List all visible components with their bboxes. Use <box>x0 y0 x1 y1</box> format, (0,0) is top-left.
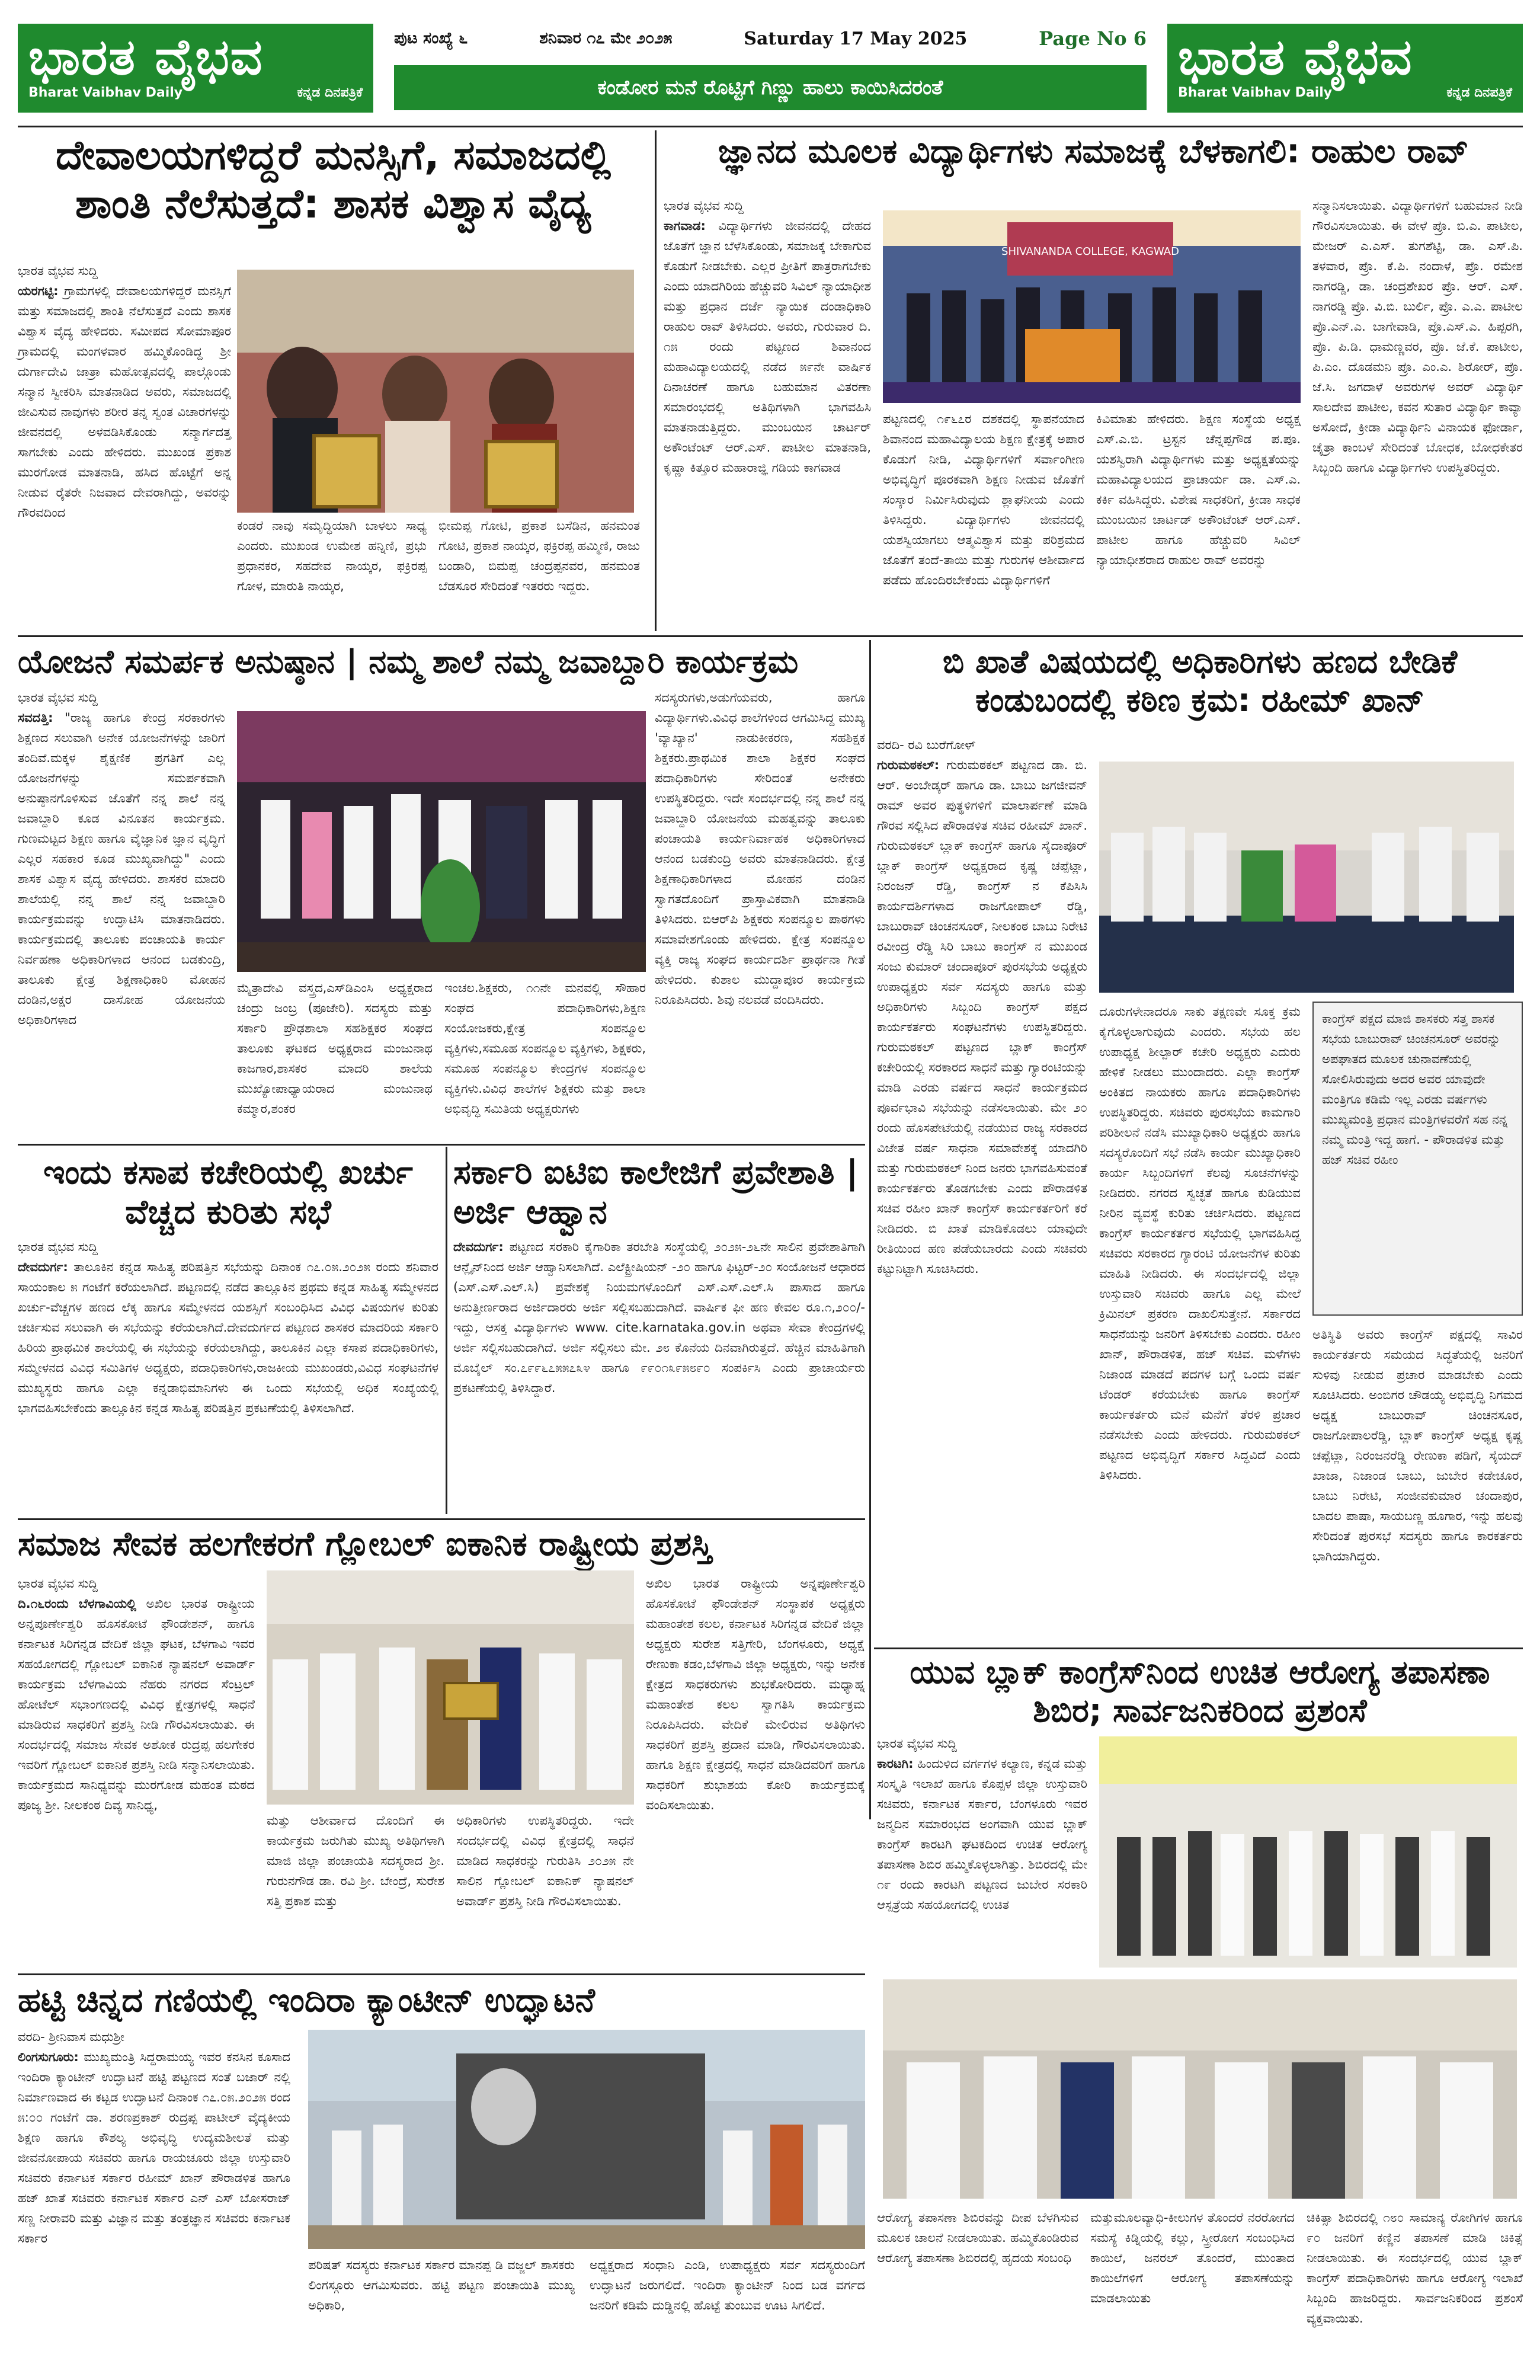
body-text: ಇಂಚಲ.ಶಿಕ್ಷಕರು, ೧೧ನೇ ಮನವಲ್ಲಿ ಸೌಹಾರ ಸಂಘದ ಪದಾಧಿಕಾರಿಗಳು,ಶಿಕ್ಷಣ ಸಂಯೋಜಕರು,ಕ್ಷೇತ್ರ ಸಂಪನ್ಮೂಲ ವ್ಯಕ್ತಿಗಳು,ಸಮೂಹ ಸಂಪನ್ಮೂಲ ವ್ಯಕ್ತಿಗಳು, ಶಿಕ್ಷಕರು, ಸಮೂಹ ಸಂಪನ್ಮೂಲ ಕೇಂದ್ರಗಳ ಸಂಪನ್ಮೂಲ ವ್ಯಕ್ತಿಗಳು.ವಿವಿಧ ಶಾಲೆಗಳ ಶಿಕ್ಷಕರು ಮತ್ತು ಶಾಲಾ ಅಭಿವೃದ್ಧಿ ಸಮಿತಿಯ ಅಧ್ಯಕ್ಷರುಗಳು <box>444 981 646 1116</box>
article-school-col3 <box>655 687 865 1010</box>
body-text: ಅತಿಸ್ಥಿತಿ ಅವರು ಕಾಂಗ್ರೆಸ್ ಪಕ್ಷದಲ್ಲಿ ಸಾವಿರ ಕಾರ್ಯಕರ್ತರು ಸಮಯದ ಸಿದ್ಧತೆಯಲ್ಲಿ ಜನರಿಗೆ ಸುಳಿವು ನೀಡುವ ಪ್ರಚಾರ ಮಾಡಬೇಕು ಎಂದು ಸೂಚಿಸಿದರು. ಅಂಬಿಗರ ಚೌಡಯ್ಯ ಅಭಿವೃದ್ಧಿ ನಿಗಮದ ಅಧ್ಯಕ್ಷ ಬಾಬುರಾವ್ ಚಿಂಚನಸೂರ, ರಾಜಗೋಪಾಲರೆಡ್ಡಿ, ಬ್ಲಾಕ್ ಕಾಂಗ್ರೆಸ್ ಅಧ್ಯಕ್ಷ ಕೃಷ್ಣ ಚಪ್ಪೆಟ್ಲಾ, ನಿರಂಜನರೆಡ್ಡಿ ರೇಣುಕಾ ಪಡಿಗೆ, ಸೈಯದ್ ಖಾಜಾ, ನಿಜಾಂಡ ಬಾಬು, ಜುಬೇರ ಕಡೇಚೂರ, ಬಾಬು ನಿರೇಟಿ, ಸಂಜೀವಕುಮಾರ ಚಂದಾಪುರ, ಬಾದಲ ಪಾಷಾ, ಸಾಯಬಣ್ಣ ಹೂಗಾರ, ಇನ್ನು ಹಲವು ಸೇರಿದಂತೆ ಪುರಸಭೆ ಸದಸ್ಯರು ಹಾಗೂ ಕಾರಕರ್ತರು ಭಾಗಿಯಾಗಿದ್ದರು. <box>1312 1327 1523 1563</box>
byline: ವರದಿ- ಶ್ರೀನಿವಾಸ ಮಧುಶ್ರೀ <box>18 2030 124 2044</box>
headline: ದೇವಾಲಯಗಳಿದ್ದರೆ ಮನಸ್ಸಿಗೆ, ಸಮಾಜದಲ್ಲಿ ಶಾಂತಿ ನೆಲೆಸುತ್ತದೆ: ಶಾಸಕ ವಿಶ್ವಾಸ ವೈದ್ಯ <box>55 132 611 228</box>
body-text: ಪರಿಷತ್ ಸದಸ್ಯರು ಕರ್ನಾಟಕ ಸರ್ಕಾರ ಮಾನಪ್ಪ ಡಿ ವಜ್ಜಲ್ ಶಾಸಕರು ಲಿಂಗಸ್ಗೂರು ಆಗಮಿಸುವರು. ಹಟ್ಟಿ ಪಟ್ಟಣ ಪಂಚಾಯಿತಿ ಮುಖ್ಯ ಅಧಿಕಾರಿ, <box>308 2258 575 2312</box>
body-text: ವಿದ್ಯಾರ್ಥಿಗಳು ಜೀವನದಲ್ಲಿ ದೇಹದ ಜೊತೆಗೆ ಜ್ಞಾನ ಬೆಳೆಸಿಕೊಂಡು, ಸಮಾಜಕ್ಕೆ ಬೇಕಾಗುವ ಕೊಡುಗೆ ನೀಡಬೇಕು. ಎಲ್ಲರ ಪ್ರೀತಿಗೆ ಪಾತ್ರರಾಗಬೇಕು ಎಂದು ಯಾದಗಿರಿಯ ಹೆಚ್ಚುವರಿ ಸಿವಿಲ್ ನ್ಯಾಯಾಧೀಶ ಮತ್ತು ಪ್ರಧಾನ ದರ್ಜೆ ನ್ಯಾಯಿಕ ದಂಡಾಧಿಕಾರಿ ರಾಹುಲ ರಾವ್ ತಿಳಿಸಿದರು. ಅವರು, ಗುರುವಾರ ದಿ. ೧೫ ರಂದು ಪಟ್ಟಣದ ಶಿವಾನಂದ ಮಹಾವಿದ್ಯಾಲಯದಲ್ಲಿ ನಡೆದ ೫೯ನೇ ವಾರ್ಷಿಕ ದಿನಾಚರಣೆ ಹಾಗೂ ಬಹುಮಾನ ವಿತರಣಾ ಸಮಾರಂಭದಲ್ಲಿ ಅತಿಥಿಗಳಾಗಿ ಭಾಗವಹಿಸಿ ಮಾತನಾಡುತ್ತಿದ್ದರು. ಮುಂಬಯಿನ ಚಾರ್ಟರ್ ಅಕೌಂಟೆಂಟ್ ಆರ್.ಎಸ್. ಪಾಟೀಲ ಮಾತನಾಡಿ, ಕೃಷ್ಣಾ ಕಿತ್ತೂರ ಮಹಾರಾಜ್ಞಿ ಗಡಿಯ ಕಾಗವಾಡ <box>664 219 871 475</box>
article-award-col3 <box>646 1573 865 1815</box>
divider <box>18 126 1523 127</box>
dateline: ಯರಗಟ್ಟಿ: <box>18 284 59 298</box>
byline: ಭಾರತ ವೈಭವ ಸುದ್ದಿ <box>18 1240 98 1255</box>
body-text: ಕಂಡರೆ ನಾವು ಸಮೃದ್ಧಿಯಾಗಿ ಬಾಳಲು ಸಾಧ್ಯ ಎಂದರು. ಮುಖಂಡ ಉಮೇಶ ಹನ್ನಿಣಿ, ಪ್ರಭು ಪ್ರಧಾನಕರ, ಸಹದೇವ ನಾಯ್ಕರ, ಫಕ್ರಿರಪ್ಪ ಗೋಳ, ಮಾರುತಿ ನಾಯ್ಕರ, <box>237 519 427 593</box>
logo-name: ಭಾರತ ವೈಭವ <box>1178 28 1413 86</box>
divider <box>18 635 1523 637</box>
body-text: ಕಿವಿಮಾತು ಹೇಳಿದರು. ಶಿಕ್ಷಣ ಸಂಸ್ಥೆಯ ಅಧ್ಯಕ್ಷ ಎಸ್.ಎ.ಬಿ. ಟ್ರಸ್ಟನ ಚೆನ್ನಪ್ಪಗೌಡ ಪ.ಪೂ. ಯಶಸ್ವಿರಾಗಿ ವಿದ್ಯಾರ್ಥಿಗಳು ಮತ್ತು ಅಧ್ಯಕ್ಷತೆಯನ್ನು ಮಹಾವಿದ್ಯಾಲಯದ ಪ್ರಾಚಾರ್ಯ ಡಾ. ಎಸ್.ಎ. ಕರ್ಕಿ ವಹಿಸಿದ್ದರು. ವಿಶೇಷ ಸಾಧಕರಿಗೆ, ಕ್ರೀಡಾ ಸಾಧಕ ಮುಂಬಯಿನ ಚಾರ್ಟಡ್ ಅಕೌಂಟೆಂಟ್ ಆರ್.ಎಸ್. ಪಾಟೀಲ ಹಾಗೂ ಹೆಚ್ಚುವರಿ ಸಿವಿಲ್ ನ್ಯಾಯಾಧೀಶರಾದ ರಾಹುಲ ರಾವ್ ಅವರನ್ನು <box>1096 412 1301 567</box>
body-text: ಪಟ್ಟಣದ ಸರಕಾರಿ ಕೈಗಾರಿಕಾ ತರಬೇತಿ ಸಂಸ್ಥೆಯಲ್ಲಿ ೨೦೨೫-೨೬ನೇ ಸಾಲಿನ ಪ್ರವೇಶಾತಿಗಾಗಿ ಆನ್ಲೈನ್‌ನಿಂದ ಅರ್ಜಿ ಆಹ್ವಾನಿಸಲಾಗಿದೆ. ಎಲೆಕ್ಟ್ರೀಷಿಯನ್ -೨೦ ಹಾಗೂ ಫಿಟ್ಟರ್-೨೦ ಸಂಯೋಜನೆ ಆಧಾರದ (ಎಸ್.ಎಸ್.ಎಲ್.ಸಿ) ಪ್ರವೇಶಕ್ಕೆ ನಿಯಮಗಳೊಂದಿಗೆ ಎಸ್.ಎಸ್.ಎಲ್.ಸಿ ಪಾಸಾದ ಹಾಗೂ ಅನುತ್ತೀರ್ಣರಾದ ಅರ್ಜಿದಾರರು ಅರ್ಜಿ ಸಲ್ಲಿಸಬಹುದಾಗಿದೆ. ವಾರ್ಷಿಕ ಫೀ ಹಣ ಕೇವಲ ರೂ.೧,೨೦೦/- ಇದ್ದು, ಆಸಕ್ತ ವಿದ್ಯಾರ್ಥಿಗಳು www. cite.karnataka.gov.in ಅಥವಾ ಸೇವಾ ಕೇಂದ್ರಗಳಲ್ಲಿ ಅರ್ಜಿ ಸಲ್ಲಿಸಬಹುದಾಗಿದೆ. ಅರ್ಜಿ ಸಲ್ಲಿಸಲು ಮೇ. ೨೮ ಕೊನೆಯ ದಿನವಾಗಿರುತ್ತದೆ. ಹೆಚ್ಚಿನ ಮಾಹಿತಿಗಾಗಿ ಮೊಬೈಲ್ ಸಂ.೭೯೯೬೭೫೫೭೩೪ ಹಾಗೂ ೯೯೦೧೩೯೫೮೯೦ ಸಂಪರ್ಕಿಸಿ ಎಂದು ಪ್ರಾಚಾರ್ಯರು ಪ್ರಕಟಣೆಯಲ್ಲಿ ತಿಳಿಸಿದ್ದಾರೆ. <box>453 1240 865 1396</box>
logo-name: ಭಾರತ ವೈಭವ <box>28 28 264 86</box>
page-number: Page No 6 <box>1039 27 1147 50</box>
headline: ಇಂದು ಕಸಾಪ ಕಚೇರಿಯಲ್ಲಿ ಖರ್ಚು ವೆಚ್ಚದ ಕುರಿತು ಸಭೆ <box>43 1153 413 1232</box>
article-youth-bottom1 <box>877 2208 1078 2268</box>
quote-text: ಕಾಂಗ್ರೆಸ್ ಪಕ್ಷದ ಮಾಜಿ ಶಾಸಕರು ಸತ್ತ ಶಾಸಕ ಸಭೆಯ ಬಾಬುರಾವ್ ಚಿಂಚನಸೂರ್ ಅವರನ್ನು ಅಪಘಾತದ ಮೂಲಕ ಚುನಾವಣೆಯಲ್ಲಿ ಸೋಲಿಸಿರುವುದು ಅದರ ಅವರ ಯಾವುದೇ ಮಂತ್ರಿಗೂ ಕಡಿಮೆ ಇಲ್ಲ ಎರಡು ವರ್ಷಗಳು ಮುಖ್ಯಮಂತ್ರಿ ಪ್ರಧಾನ ಮಂತ್ರಿಗಳವರೆಗೆ ಸಹ ನನ್ನ ನಮ್ಮ ಮಂತ್ರಿ ಇದ್ದ ಹಾಗೆ. - ಪೌರಾಡಳಿತ ಮತ್ತು ಹಜ್ ಸಚಿವ ರಹೀಂ <box>1322 1012 1508 1167</box>
body-text: ಮುಖ್ಯಮಂತ್ರಿ ಸಿದ್ದರಾಮಯ್ಯ ಇವರ ಕನಸಿನ ಕೂಸಾದ ಇಂದಿರಾ ಕ್ಯಾಂಟೀನ್ ಉದ್ಘಾಟನೆ ಹಟ್ಟಿ ಪಟ್ಟಣದ ಸಂತೆ ಬಜಾರ್ ನಲ್ಲಿ ನಿರ್ಮಾಣವಾದ ಈ ಕಟ್ಟಡ ಉದ್ಘಾಟನೆ ದಿನಾಂಕ ೧೭.೦೫.೨೦೨೫ ರಂದ ೫:೦೦ ಗಂಟೆಗೆ ಡಾ. ಶರಣಪ್ರಕಾಶ್ ರುದ್ರಪ್ಪ ಪಾಟೀಲ್ ವೈದ್ಯಕೀಯ ಶಿಕ್ಷಣ ಹಾಗೂ ಕೌಶಲ್ಯ ಅಭಿವೃದ್ಧಿ ಉದ್ಯಮಶೀಲತೆ ಮತ್ತು ಜೀವನೋಪಾಯ ಸಚಿವರು ಹಾಗೂ ರಾಯಚೂರು ಜಿಲ್ಲಾ ಉಸ್ತುವಾರಿ ಸಚಿವರು ಕರ್ನಾಟಕ ಸರ್ಕಾರ ರಹೀಮ್ ಖಾನ್ ಪೌರಾಡಳಿತ ಹಾಗೂ ಹಜ್ ಖಾತೆ ಸಚಿವರು ಕರ್ನಾಟಕ ಸರ್ಕಾರ ಎನ್ ಎಸ್ ಬೋಸರಾಜ್ ಸಣ್ಣ ನೀರಾವರಿ ಮತ್ತು ವಿಜ್ಞಾನ ಮತ್ತು ತಂತ್ರಜ್ಞಾನ ಸಚಿವರು ಕರ್ನಾಟಕ ಸರ್ಕಾರ <box>18 2050 290 2245</box>
news-photo-knowledge <box>883 210 1301 403</box>
headline: ಸರ್ಕಾರಿ ಐಟಿಐ ಕಾಲೇಜಿಗೆ ಪ್ರವೇಶಾತಿ | ಅರ್ಜಿ ಆಹ್ವಾನ <box>453 1153 859 1232</box>
article-award-col2b <box>456 1810 634 1911</box>
masthead-logo-right <box>1167 24 1523 113</box>
news-photo-school <box>237 711 646 972</box>
logo-sub-en: Bharat Vaibhav Daily <box>1178 85 1333 100</box>
article-school <box>18 643 865 682</box>
byline: ಭಾರತ ವೈಭವ ಸುದ್ದಿ <box>18 1576 98 1591</box>
byline: ವರದಿ- ರವಿ ಬುರೆಗೋಳ್ <box>877 738 976 752</box>
date-kn: ಶನಿವಾರ ೧೭ ಮೇ ೨೦೨೫ <box>539 29 673 47</box>
dateline: ಕಾರಟಗಿ: <box>877 1757 914 1771</box>
article-school-col1 <box>18 687 225 1030</box>
article-temple-col3 <box>438 516 640 596</box>
issue-meta <box>394 24 1147 53</box>
masthead-logo-left <box>18 24 373 113</box>
divider <box>869 640 871 1819</box>
body-text: "ರಾಜ್ಯ ಹಾಗೂ ಕೇಂದ್ರ ಸರಕಾರಗಳು ಶಿಕ್ಷಣದ ಸಲುವಾಗಿ ಅನೇಕ ಯೋಜನೆಗಳನ್ನು ಜಾರಿಗೆ ತಂದಿವೆ.ಮಕ್ಕಳ ಶೈಕ್ಷಣಿಕ ಪ್ರಗತಿಗೆ ಎಲ್ಲ ಯೋಜನೆಗಳನ್ನು ಸಮರ್ಪಕವಾಗಿ ಅನುಷ್ಠಾನಗೊಳಿಸುವ ಜೊತೆಗೆ ನನ್ನ ಶಾಲೆ ನನ್ನ ಜವಾಬ್ದಾರಿ ಕೂಡ ವಿನೂತನ ಕಾರ್ಯಕ್ರಮ. ಗುಣಮಟ್ಟದ ಶಿಕ್ಷಣ ಹಾಗೂ ವೈಜ್ಞಾನಿಕ ಜ್ಞಾನ ವೃದ್ಧಿಗೆ ಎಲ್ಲರ ಸಹಕಾರ ಕೂಡ ಮುಖ್ಯವಾಗಿದ್ದು" ಎಂದು ಶಾಸಕ ವಿಶ್ವಾಸ ವೈದ್ಯ ಹೇಳಿದರು. ಶಾಸಕರ ಮಾದರಿ ಶಾಲೆಯಲ್ಲಿ ನನ್ನ ಶಾಲೆ ನನ್ನ ಜವಾಬ್ದಾರಿ ಕಾರ್ಯಕ್ರಮವನ್ನು ಉದ್ಘಾಟಿಸಿ ಮಾತನಾಡಿದರು. ಕಾರ್ಯಕ್ರಮದಲ್ಲಿ ತಾಲೂಕು ಪಂಚಾಯತಿ ಕಾರ್ಯ ನಿರ್ವಹಣಾ ಅಧಿಕಾರಿಗಳಾದ ಆನಂದ ಬಡಕುಂದ್ರಿ, ತಾಲೂಕು ಕ್ಷೇತ್ರ ಶಿಕ್ಷಣಾಧಿಕಾರಿ ಮೋಹನ ದಂಡಿನ,ಅಕ್ಷರ ದಾಸೋಹ ಯೋಜನೆಯ ಅಧಿಕಾರಿಗಳಾದ <box>18 711 225 1027</box>
article-kasapa <box>18 1153 438 1418</box>
news-photo-youth-ceremony <box>883 1979 1517 2199</box>
body-text: ತಾಲೂಕಿನ ಕನ್ನಡ ಸಾಹಿತ್ಯ ಪರಿಷತ್ತಿನ ಸಭೆಯನ್ನು ದಿನಾಂಕ ೧೭.೦೫.೨೦೨೫ ರಂದು ಶನಿವಾರ ಸಾಯಂಕಾಲ ೫ ಗಂಟೆಗೆ ಕರೆಯಲಾಗಿದೆ. ಪಟ್ಟಣದಲ್ಲಿ ನಡೆದ ತಾಲ್ಲೂಕಿನ ಪ್ರಥಮ ಕನ್ನಡ ಸಾಹಿತ್ಯ ಸಮ್ಮೇಳನದ ಖರ್ಚು-ವೆಚ್ಚಗಳ ಹಣದ ಲೆಕ್ಕ ಹಾಗೂ ಸಮ್ಮೇಳನದ ಯಶಸ್ಸಿಗೆ ಸಂಬಂಧಿಸಿದ ವಿವಿಧ ವಿಷಯಗಳ ಕುರಿತು ಚರ್ಚಿಸುವ ಸಲುವಾಗಿ ಈ ಸಭೆಯನ್ನು ಕರೆಯಲಾಗಿದೆ.ದೇವದುರ್ಗದ ಪಟ್ಟಣದ ಶಾಸಕರ ಮಾದರಿಯ ಸರ್ಕಾರಿ ಹಿರಿಯ ಪ್ರಾಥಮಿಕ ಶಾಲೆಯಲ್ಲಿ ಈ ಸಭೆಯನ್ನು ಕರೆಯಲಾಗಿದ್ದು, ತಾಲೂಕಿನ ಎಲ್ಲಾ ಕಸಾಪ ಪದಾಧಿಕಾರಿಗಳು, ಸಮ್ಮೇಳನದ ವಿವಿಧ ಸಮಿತಿಗಳ ಅಧ್ಯಕ್ಷರು, ಪದಾಧಿಕಾರಿಗಳು,ರಾಜಕೀಯ ಮುಖಂಡರು,ವಿವಿಧ ಸಂಘಟನೆಗಳ ಮುಖ್ಯಸ್ಥರು ಹಾಗೂ ಎಲ್ಲಾ ಕನ್ನಡಾಭಿಮಾನಿಗಳು ಈ ಒಂದು ಸಭೆಯಲ್ಲಿ ಅಧಿಕ ಸಂಖ್ಯೆಯಲ್ಲಿ ಭಾಗವಹಿಸಬೇಕೆಂದು ತಾಲ್ಲೂಕಿನ ಕನ್ನಡ ಸಾಹಿತ್ಯ ಪರಿಷತ್ತಿನ ಪ್ರಕಟಣೆಯಲ್ಲಿ ತಿಳಿಸಲಾಗಿದೆ. <box>18 1260 439 1416</box>
byline: ಭಾರತ ವೈಭವ ಸುದ್ದಿ <box>18 264 98 278</box>
byline: ಭಾರತ ವೈಭವ ಸುದ್ದಿ <box>18 690 98 705</box>
body-text: ಅಧ್ಯಕ್ಷರಾದ ಸಂಧಾನಿ ಎಂಡಿ, ಉಪಾಧ್ಯಕ್ಷರು ಸರ್ವ ಸದಸ್ಯರುಂದಿಗೆ ಉದ್ಘಾಟನೆ ಜರುಗಲಿದೆ. ಇಂದಿರಾ ಕ್ಯಾಂಟೀನ್ ನಿಂದ ಬಡ ವರ್ಗದ ಜನರಿಗೆ ಕಡಿಮೆ ದುಡ್ಡಿನಲ್ಲಿ ಹೊಟ್ಟೆ ತುಂಬುವ ಊಟ ಸಿಗಲಿದೆ. <box>590 2258 865 2312</box>
tagline-banner: ಕಂಡೋರ ಮನೆ ರೊಟ್ಟಿಗೆ ಗಿಣ್ಣು ಹಾಲು ಕಾಯಿಸಿದರಂತೆ <box>394 65 1147 110</box>
article-knowledge <box>664 132 1523 171</box>
logo-sub-kn: ಕನ್ನಡ ದಿನಪತ್ರಿಕೆ <box>1446 85 1512 100</box>
body-text: ಭೀಮಪ್ಪ ಗೋಟಿ, ಪ್ರಕಾಶ ಬಸೆಡಿನ, ಹನಮಂತ ಗೋಟಿ, ಪ್ರಕಾಶ ನಾಯ್ಕರ, ಫಕ್ರಿರಪ್ಪ ಹಮ್ಮಿಣಿ, ರಾಜು ಬಂಡಾರಿ, ಬಿಮಪ್ಪ ಚಂದ್ರಪ್ಪನವರ, ಹನಮಂತ ಬೆಡಸೂರ ಸೇರಿದಂತೆ ಇತರರು ಇದ್ದರು. <box>438 519 640 593</box>
article-youth-bottom2 <box>1090 2208 1295 2308</box>
body-text: ಅಧಿಕಾರಿಗಳು ಉಪಸ್ಥಿತರಿದ್ದರು. ಇದೇ ಸಂದರ್ಭದಲ್ಲಿ ವಿವಿಧ ಕ್ಷೇತ್ರದಲ್ಲಿ ಸಾಧನೆ ಮಾಡಿದ ಸಾಧಕರನ್ನು ಗುರುತಿಸಿ ೨೦೨೫ ನೇ ಸಾಲಿನ ಗ್ಲೋಬಲ್ ಐಕಾನಿಕ್ ನ್ಯಾಷನಲ್ ಅವಾರ್ಡ್ ಪ್ರಶಸ್ತಿ ನೀಡಿ ಗೌರವಿಸಲಾಯಿತು. <box>456 1813 634 1908</box>
divider <box>446 1147 447 1514</box>
article-canteen-col1 <box>18 2027 290 2248</box>
article-knowledge-col1 <box>664 196 871 478</box>
news-photo-temple <box>237 270 634 513</box>
news-photo-youth-group <box>1099 1736 1517 1968</box>
article-canteen-col2 <box>308 2255 575 2315</box>
body-text: ಆರೋಗ್ಯ ತಪಾಸಣಾ ಶಿಬಿರವನ್ನು ದೀಪ ಬೆಳಗಿಸುವ ಮೂಲಕ ಚಾಲನೆ ನೀಡಲಾಯಿತು. ಹಮ್ಮಿಕೊಂಡಿರುವ ಆರೋಗ್ಯ ತಪಾಸಣಾ ಶಿಬಿರದಲ್ಲಿ ಹೃದಯ ಸಂಬಂಧಿ <box>877 2211 1078 2265</box>
article-award-col2a <box>267 1810 444 1911</box>
article-bkhata <box>877 643 1523 720</box>
divider <box>18 1973 865 1975</box>
headline: ಬಿ ಖಾತೆ ವಿಷಯದಲ್ಲಿ ಅಧಿಕಾರಿಗಳು ಹಣದ ಬೇಡಿಕೆ ಕಂಡುಬಂದಲ್ಲಿ ಕಠಿಣ ಕ್ರಮ: ರಹೀಮ್ ಖಾನ್ <box>942 643 1458 719</box>
headline: ಯೋಜನೆ ಸಮರ್ಪಕ ಅನುಷ್ಠಾನ | ನಮ್ಮ ಶಾಲೆ ನಮ್ಮ ಜವಾಬ್ದಾರಿ ಕಾರ್ಯಕ್ರಮ <box>18 643 799 680</box>
article-iti <box>453 1153 865 1398</box>
news-photo-bkhata <box>1099 762 1514 993</box>
body-text: ಮತ್ತುಮೂಲವ್ಯಾಧಿ-ಕೀಲುಗಳ ತೊಂದರೆ ನರರೋಗದ ಸಮಸ್ಯೆ ಕಿಡ್ನಿಯಲ್ಲಿ ಕಲ್ಲು, ಸ್ತ್ರೀರೋಗ ಸಂಬಂಧಿಸಿದ ಕಾಯಿಲೆ, ಜನರಲ್ ತೊಂದರೆ, ಮುಂತಾದ ಕಾಯಿಲೆಗಳಿಗೆ ಆರೋಗ್ಯ ತಪಾಸಣೆಯನ್ನು ಮಾಡಲಾಯಿತು <box>1090 2211 1295 2305</box>
dateline: ದೇವದುರ್ಗ: <box>18 1260 68 1275</box>
dateline: ದೇವದುರ್ಗ: <box>453 1240 504 1255</box>
dateline: ಲಿಂಗಸುಗೂರು: <box>18 2050 79 2064</box>
byline: ಭಾರತ ವೈಭವ ಸುದ್ದಿ <box>877 1736 957 1751</box>
dateline: ಸವದತ್ತಿ: <box>18 711 53 725</box>
body-text: ಚಿಕಿತ್ಸಾ ಶಿಬಿರದಲ್ಲಿ ೧೮೦ ಸಾಮಾನ್ಯ ರೋಗಿಗಳ ಹಾಗೂ ೯೦ ಜನರಿಗೆ ಕಣ್ಣಿನ ತಪಾಸಣೆ ಮಾಡಿ ಚಿಕಿತ್ಸೆ ನೀಡಲಾಯಿತು. ಈ ಸಂದರ್ಭದಲ್ಲಿ ಯುವ ಬ್ಲಾಕ್ ಕಾಂಗ್ರೆಸ್ ಪದಾಧಿಕಾರಿಗಳು ಹಾಗೂ ಆರೋಗ್ಯ ಇಲಾಖೆ ಸಿಬ್ಬಂದಿ ಹಾಜರಿದ್ದರು. ಸಾರ್ವಜನಿಕರಿಂದ ಪ್ರಶಂಸೆ ವ್ಯಕ್ತವಾಯಿತು. <box>1307 2211 1523 2325</box>
article-bkhata-col1 <box>877 735 1087 1279</box>
article-temple-col1 <box>18 261 231 523</box>
divider <box>874 1648 1523 1649</box>
body-text: ಹಿಂದುಳಿದ ವರ್ಗಗಳ ಕಲ್ಯಾಣ, ಕನ್ನಡ ಮತ್ತು ಸಂಸ್ಕೃತಿ ಇಲಾಖೆ ಹಾಗೂ ಕೊಪ್ಪಳ ಜಿಲ್ಲಾ ಉಸ್ತುವಾರಿ ಸಚಿವರು, ಕರ್ನಾಟಕ ಸರ್ಕಾರ, ಬೆಂಗಳೂರು ಇವರ ಜನ್ಮದಿನ ಸಮಾರಂಭದ ಅಂಗವಾಗಿ ಯುವ ಬ್ಲಾಕ್ ಕಾಂಗ್ರೆಸ್ ಕಾರಟಗಿ ಘಟಕದಿಂದ ಉಚಿತ ಆರೋಗ್ಯ ತಪಾಸಣಾ ಶಿಬಿರ ಹಮ್ಮಿಕೊಳ್ಳಲಾಗಿತ್ತು. ಶಿಬಿರದಲ್ಲಿ ಮೇ ೧೯ ರಂದು ಕಾರಟಗಿ ಪಟ್ಟಣದ ಜುಬೇರ ಸರಕಾರಿ ಆಸ್ಪತ್ರೆಯ ಸಹಯೋಗದಲ್ಲಿ ಉಚಿತ <box>877 1757 1087 1912</box>
logo-sub-kn: ಕನ್ನಡ ದಿನಪತ್ರಿಕೆ <box>297 85 363 100</box>
masthead <box>18 24 1523 113</box>
body-text: ಗ್ರಾಮಗಳಲ್ಲಿ ದೇವಾಲಯಗಳಿದ್ದರೆ ಮನಸ್ಸಿಗೆ ಮತ್ತು ಸಮಾಜದಲ್ಲಿ ಶಾಂತಿ ನೆಲೆಸುತ್ತದೆ ಎಂದು ಶಾಸಕ ವಿಶ್ವಾಸ ವೈದ್ಯ ಹೇಳಿದರು. ಸಮೀಪದ ಸೋಮಾಪೂರ ಗ್ರಾಮದಲ್ಲಿ ಮಂಗಳವಾರ ಹಮ್ಮಿಕೊಂಡಿದ್ದ ಶ್ರೀ ದುರ್ಗಾದೇವಿ ಜಾತ್ರಾ ಮಹೋತ್ಸವದಲ್ಲಿ ಪಾಲ್ಗೊಂಡು ಸನ್ಮಾನ ಸ್ವೀಕರಿಸಿ ಮಾತನಾಡಿದ ಅವರು, ಸಮಾಜದಲ್ಲಿ ಜೀವಿಸುವ ನಾವುಗಳು ಶರೀರ ತನ್ನ ಸ್ವಂತ ವಿಚಾರಗಳನ್ನು ಜೀವನದಲ್ಲಿ ಅಳವಡಿಸಿಕೊಂಡು ಸನ್ಮಾರ್ಗದತ್ತ ಸಾಗಬೇಕು ಎಂದು ಹೇಳಿದರು. ಮುಖಂಡ ಪ್ರಕಾಶ ಮುರಗೋಡ ಮಾತನಾಡಿ, ಹಸಿದ ಹೊಟ್ಟೆಗೆ ಅನ್ನ ನೀಡುವ ರೈತರೇ ನಿಜವಾದ ದೇವರಾಗಿದ್ದು, ಅವರನ್ನು ಗೌರವದಿಂದ <box>18 284 231 520</box>
headline: ಜ್ಞಾನದ ಮೂಲಕ ವಿದ್ಯಾರ್ಥಿಗಳು ಸಮಾಜಕ್ಕೆ ಬೆಳಕಾಗಲಿ: ರಾಹುಲ ರಾವ್ <box>718 132 1469 171</box>
article-temple-caption <box>237 516 427 596</box>
date-en: Saturday 17 May 2025 <box>744 28 968 49</box>
body-text: ಸದಸ್ಯರುಗಳು,ಅಡುಗೆಯವರು, ಹಾಗೂ ವಿದ್ಯಾರ್ಥಿಗಳು.ವಿವಿಧ ಶಾಲೆಗಳಿಂದ ಆಗಮಿಸಿದ್ದ ಮುಖ್ಯ 'ವ್ಯಾಖ್ಯಾನ' ನಾಡುಕೀಕರಣ, ಸಹಶಿಕ್ಷಕ ಶಿಕ್ಷಕರು.ಪ್ರಾಥಮಿಕ ಶಾಲಾ ಶಿಕ್ಷಕರ ಸಂಘದ ಪದಾಧಿಕಾರಿಗಳು ಸೇರಿದಂತೆ ಅನೇಕರು ಉಪಸ್ಥಿತರಿದ್ದರು. ಇದೇ ಸಂದರ್ಭದಲ್ಲಿ ನನ್ನ ಶಾಲೆ ನನ್ನ ಜವಾಬ್ದಾರಿ ಯೋಜನೆಯ ಮಹತ್ವವನ್ನು ತಾಲೂಕು ಪಂಚಾಯತಿ ಕಾರ್ಯನಿರ್ವಾಹಕ ಅಧಿಕಾರಿಗಳಾದ ಆನಂದ ಬಡಕುಂದ್ರಿ ಅವರು ಮಾತನಾಡಿದರು. ಕ್ಷೇತ್ರ ಶಿಕ್ಷಣಾಧಿಕಾರಿಗಳಾದ ಮೋಹನ ದಂಡಿನ ಸ್ವಾಗತದೊಂದಿಗೆ ಪ್ರಾಸ್ತಾವಿಕವಾಗಿ ಮಾತನಾಡಿ ತಿಳಿಸಿದರು. ಬಿಆರ್‌ಪಿ ಶಿಕ್ಷಕರು ಸಂಪನ್ಮೂಲ ಪಾಠಗಳು ಸಮಾವೇಶಗೊಂಡು ಹೇಳಿದರು. ಕ್ಷೇತ್ರ ಸಂಪನ್ಮೂಲ ವ್ಯಕ್ತಿ ರಾಜ್ಯ ಸಂಘದ ಕಾರ್ಯದರ್ಶಿ ಪ್ರಾರ್ಥನಾ ಗೀತೆ ಹೇಳಿದರು. ಕುಶಾಲ ಮುದ್ದಾಪೂರ ಕಾರ್ಯಕ್ರಮ ನಿರೂಪಿಸಿದರು. ಶಿವು ನಲವಡೆ ವಂದಿಸಿದರು. <box>655 690 865 1007</box>
article-canteen <box>18 1981 865 2020</box>
body-text: ಗುರುಮಠಕಲ್ ಪಟ್ಟಣದ ಡಾ. ಬಿ. ಆರ್. ಅಂಬೇಡ್ಕರ್ ಹಾಗೂ ಡಾ. ಬಾಬು ಜಗಜೀವನ್ ರಾಮ್ ಅವರ ಪುತ್ಥಳಿಗಳಿಗೆ ಮಾಲಾರ್ಪಣೆ ಮಾಡಿ ಗೌರವ ಸಲ್ಲಿಸಿದ ಪೌರಾಡಳಿತ ಸಚಿವ ರಹೀಮ್ ಖಾನ್. ಗುರುಮಠಕಲ್ ಬ್ಲಾಕ್ ಕಾಂಗ್ರೆಸ್ ಹಾಗೂ ಸೈದಾಪೂರ್ ಬ್ಲಾಕ್ ಕಾಂಗ್ರೆಸ್ ಅಧ್ಯಕ್ಷರಾದ ಕೃಷ್ಣ ಚಪ್ಪೆಟ್ಲಾ, ನಿರಂಜನ್ ರೆಡ್ಡಿ, ಕಾಂಗ್ರೆಸ್ ನ ಕೆಪಿಸಿಸಿ ಕಾರ್ಯದರ್ಶಿಗಳಾದ ರಾಜಗೋಪಾಲ್ ರೆಡ್ಡಿ, ಬಾಬುರಾವ್ ಚಿಂಚನಸೂರ್, ನೀಲಕಂಠ ಬಾಬು ನಿರೇಟಿ ರವೀಂದ್ರ ರೆಡ್ಡಿ ಸಿರಿ ಬಾಬು ಕಾಂಗ್ರೆಸ್ ನ ಮುಖಂಡ ಸಂಜು ಕುಮಾರ್ ಚಂದಾಪೂರ್ ಪುರಸಭೆಯ ಅಧ್ಯಕ್ಷರು ಉಪಾಧ್ಯಕ್ಷರು ಸರ್ವ ಸದಸ್ಯರು ಹಾಗೂ ಮತ್ತು ಅಧಿಕಾರಿಗಳು ಸಿಬ್ಬಂದಿ ಕಾಂಗ್ರೆಸ್ ಪಕ್ಷದ ಕಾರ್ಯಕರ್ತರು ಸಂಘಟನೆಗಳು ಉಪಸ್ಥಿತರಿದ್ದರು. ಗುರುಮಠಕಲ್ ಪಟ್ಟಣದ ಬ್ಲಾಕ್ ಕಾಂಗ್ರೆಸ್ ಕಚೇರಿಯಲ್ಲಿ ಸರಕಾರದ ಸಾಧನೆ ಮತ್ತು ಗ್ಯಾರಂಟಿಯನ್ನು ಮಾಡಿ ಎರಡು ವರ್ಷದ ಸಾಧನೆ ಕಾರ್ಯಕ್ರಮದ ಪೂರ್ವಭಾವಿ ಸಭೆಯನ್ನು ನಡೆಸಲಾಯಿತು. ಮೇ ೨೦ ರಂದು ಹೊಸಪೇಟೆಯಲ್ಲಿ ನಡೆಯುವ ರಾಜ್ಯ ಸರಕಾರದ ವಿಜೇತ ವರ್ಷ ಸಾಧನಾ ಸಮಾವೇಶಕ್ಕೆ ಯಾದಗಿರಿ ಮತ್ತು ಗುರುಮಠಕಲ್ ನಿಂದ ಜನರು ಭಾಗವಹಿಸುವಂತೆ ಕಾರ್ಯಕರ್ತರು ತೊಡಗಬೇಕು ಎಂದು ಪೌರಾಡಳಿತ ಸಚಿವ ರಹೀಂ ಖಾನ್ ಕಾಂಗ್ರೆಸ್ ಕಾರ್ಯಕರ್ತರಿಗೆ ಕರೆ ನೀಡಿದರು. ಬಿ ಖಾತೆ ಮಾಡಿಕೊಡಲು ಯಾವುದೇ ರೀತಿಯಿಂದ ಹಣ ಪಡೆಯಬಾರದು ಎಂದು ಸಚಿವರು ಕಟ್ಟುನಿಟ್ಟಾಗಿ ಸೂಚಿಸಿದರು. <box>877 758 1087 1276</box>
body-text: ಸನ್ಮಾನಿಸಲಾಯಿತು. ವಿದ್ಯಾರ್ಥಿಗಳಿಗೆ ಬಹುಮಾನ ನೀಡಿ ಗೌರವಿಸಲಾಯಿತು. ಈ ವೇಳೆ ಪ್ರೊ. ಬಿ.ಎ. ಪಾಟೀಲ, ಮೇಜರ್ ಎ.ಎಸ್. ತುಗಶೆಟ್ಟಿ, ಡಾ. ಎಸ್.ಪಿ. ತಳವಾರ, ಪ್ರೊ. ಕೆ.ಪಿ. ನಂದಾಳೆ, ಪ್ರೊ. ರಮೇಶ ನಾಗರಡ್ಡಿ, ಡಾ. ಚಂದ್ರಶೇಖರ ಪ್ರೊ. ಆರ್. ಎಸ್. ನಾಗರಡ್ಡಿ ಪ್ರೊ. ವಿ.ಬಿ. ಬುರ್ಲಿ, ಪ್ರೊ. ಎ.ಎ. ಪಾಟೀಲ ಪ್ರೊ.ಎನ್.ಎ. ಬಾಗೇವಾಡಿ, ಪ್ರೊ.ಎಸ್.ಎ. ಹಿಪ್ಪರಗಿ, ಪ್ರೊ. ಪಿ.ಡಿ. ಧಾಮಣ್ಣವರ, ಪ್ರೊ. ಜೆ.ಕೆ. ಪಾಟೀಲ, ಪಿ.ಎಂ. ದೊಡಮನಿ ಪ್ರೊ. ಎಂ.ಎ. ಶಿರೋರ್, ಪ್ರೊ. ಜೆ.ಸಿ. ಜಗದಾಳೆ ಅವರುಗಳ ಅವರ್ ವಿದ್ಯಾರ್ಥಿ ಸಾಲದೇವ ಪಾಟೀಲ, ಕವನ ಸುತಾರ ವಿದ್ಯಾರ್ಥಿ ಕಾವ್ಯಾ ಅಸೋದೆ, ಕ್ರೀಡಾ ವಿದ್ಯಾರ್ಥಿನಿ ವಿನಾಯಕ ಫೋರ್ಡಾ, ಚೈತ್ರಾ ಕಾಂಬಳೆ ಸೇರಿದಂತೆ ಬೋಧಕ, ಬೋಧಕೇತರ ಸಿಬ್ಬಂದಿ ಹಾಗೂ ವಿದ್ಯಾರ್ಥಿಗಳು ಉಪಸ್ಥಿತರಿದ್ದರು. <box>1312 199 1523 475</box>
body-text: ದೂರುಗಳೇನಾದರೂ ಸಾಕು ತಕ್ಷಣವೇ ಸೂಕ್ತ ಕ್ರಮ ಕೈಗೊಳ್ಳಲಾಗುವುದು ಎಂದರು. ಸಭೆಯ ಹಲ ಉಪಾಧ್ಯಕ್ಷ ಶೀಲ್ಪಾರ್ ಕಚೇರಿ ಅಧ್ಯಕ್ಷರು ಎದುರು ಹೇಳಿಕೆ ನೀಡಲು ಮುಂದಾದರು. ಎಲ್ಲಾ ಕಾಂಗ್ರೆಸ್ ಅಂಕಿತದ ನಾಯಕರು ಹಾಗೂ ಪದಾಧಿಕಾರಿಗಳು ಉಪಸ್ಥಿತರಿದ್ದರು. ಸಚಿವರು ಪುರಸಭೆಯ ಕಾಮಗಾರಿ ಪರಿಶೀಲನೆ ನಡೆಸಿ ಮುಖ್ಯಾಧಿಕಾರಿ ಅಧ್ಯಕ್ಷರು ಹಾಗೂ ಸದಸ್ಯರೊಂದಿಗೆ ಸಭೆ ನಡೆಸಿ ಕಾರ್ಯ ಮುಖ್ಯಾಧಿಕಾರಿ ಕಾರ್ಯ ಸಿಬ್ಬಂದಿಗಳಿಗೆ ಕೆಲವು ಸೂಚನೆಗಳನ್ನು ನೀಡಿದರು. ನಗರದ ಸ್ವಚ್ಛತೆ ಹಾಗೂ ಕುಡಿಯುವ ನೀರಿನ ವ್ಯವಸ್ಥೆ ಕುರಿತು ಚರ್ಚಿಸಿದರು. ಪಟ್ಟಣದ ಕಾಂಗ್ರೆಸ್ ಕಾರ್ಯಕರ್ತರ ಸಭೆಯಲ್ಲಿ ಭಾಗವಹಿಸಿದ್ದ ಸಚಿವರು ಸರಕಾರದ ಗ್ಯಾರಂಟಿ ಯೋಜನೆಗಳ ಕುರಿತು ಮಾಹಿತಿ ನೀಡಿದರು. ಈ ಸಂದರ್ಭದಲ್ಲಿ ಜಿಲ್ಲಾ ಉಸ್ತುವಾರಿ ಸಚಿವರು ಹಾಗೂ ಎಲ್ಲ ಮೇಲೆ ಕ್ರಿಮಿನಲ್ ಪ್ರಕರಣ ದಾಖಲಿಸುತ್ತೇನೆ. ಸರ್ಕಾರದ ಸಾಧನೆಯನ್ನು ಜನರಿಗೆ ತಿಳಿಸಬೇಕು ಎಂದರು. ರಹೀಂ ಖಾನ್, ಪೌರಾಡಳಿತ, ಹಜ್ ಸಚಿವ. ಮಳೆಗಳು ನಿಜಾಂಡ ಮಾಡದೆ ಪದಗಳ ಬಗ್ಗೆ ಒಂದು ವರ್ಷ ಟೆಂಡರ್ ಕರೆಯಬೇಕು ಹಾಗೂ ಕಾಂಗ್ರೆಸ್ ಕಾರ್ಯಕರ್ತರು ಮನೆ ಮನೆಗೆ ತೆರಳಿ ಪ್ರಚಾರ ನಡೆಸಬೇಕು ಎಂದು ಹೇಳಿದರು. ಗುರುಮಠಕಲ್ ಪಟ್ಟಣದ ಅಭಿವೃದ್ಧಿಗೆ ಸರ್ಕಾರ ಸಿದ್ಧವಿದೆ ಎಂದು ತಿಳಿಸಿದರು. <box>1099 1005 1301 1482</box>
byline: ಭಾರತ ವೈಭವ ಸುದ್ದಿ <box>664 199 744 213</box>
divider <box>18 1144 865 1146</box>
headline: ಸಮಾಜ ಸೇವಕ ಹಲಗೇಕರಗೆ ಗ್ಲೋಬಲ್ ಐಕಾನಿಕ ರಾಷ್ಟ್ರೀಯ ಪ್ರಶಸ್ತಿ <box>18 1525 712 1563</box>
article-bkhata-col2 <box>1099 1002 1301 1485</box>
body-text: ಅಖಿಲ ಭಾರತ ರಾಷ್ಟ್ರೀಯ ಅನ್ನಪೂರ್ಣೇಶ್ವರಿ ಹೊಸಕೋಟೆ ಫೌಂಡೇಶನ್, ಹಾಗೂ ಕರ್ನಾಟಕ ಸಿರಿಗನ್ನಡ ವೇದಿಕೆ ಜಿಲ್ಲಾ ಘಟಕ, ಬೆಳಗಾವಿ ಇವರ ಸಹಯೋಗದಲ್ಲಿ ಗ್ಲೋಬಲ್ ಐಕಾನಿಕ ನ್ಯಾಷನಲ್ ಅವಾರ್ಡ್ ಕಾರ್ಯಕ್ರಮ ಬೆಳಗಾವಿಯ ನೆಹರು ನಗರದ ಸೆಂಟ್ರಲ್ ಹೋಟೆಲ್ ಸಭಾಂಗಣದಲ್ಲಿ ವಿವಿಧ ಕ್ಷೇತ್ರಗಳಲ್ಲಿ ಸಾಧನೆ ಮಾಡಿರುವ ಸಾಧಕರಿಗೆ ಪ್ರಶಸ್ತಿ ನೀಡಿ ಗೌರವಿಸಲಾಯಿತು. ಈ ಸಂದರ್ಭದಲ್ಲಿ ಸಮಾಜ ಸೇವಕ ಅಶೋಕ ರುದ್ರಪ್ಪ ಹಲಗೇಕರ ಇವರಿಗೆ ಗ್ಲೋಬಲ್ ಐಕಾನಿಕ ಪ್ರಶಸ್ತಿ ನೀಡಿ ಸನ್ಮಾನಿಸಲಾಯಿತು. ಕಾರ್ಯಕ್ರಮದ ಸಾನಿಧ್ಯವನ್ನು ಮುರಗೋಡ ಮಹಂತ ಮಠದ ಪೂಜ್ಯ ಶ್ರೀ. ನೀಲಕಂಠ ದಿವ್ಯ ಸಾನಿಧ್ಯ, <box>18 1597 255 1812</box>
divider <box>655 130 657 631</box>
article-youth-col1 <box>877 1733 1087 1915</box>
dateline: ದಿ.೧೬ರಂದು ಬೆಳಗಾವಿಯಲ್ಲಿ <box>18 1597 137 1611</box>
article-award-col1 <box>18 1573 255 1815</box>
article-youth-bottom3 <box>1307 2208 1523 2328</box>
article-bkhata-col3 <box>1312 1325 1523 1566</box>
article-school-col2a <box>237 978 433 1119</box>
body-text: ಅಖಿಲ ಭಾರತ ರಾಷ್ಟ್ರೀಯ ಅನ್ನಪೂರ್ಣೇಶ್ವರಿ ಹೊಸಕೋಟೆ ಫೌಂಡೇಶನ್ ಸಂಸ್ಥಾಪಕ ಅಧ್ಯಕ್ಷರು ಮಹಾಂತೇಶ ಕಲಲ, ಕರ್ನಾಟಕ ಸಿರಿಗನ್ನಡ ವೇದಿಕೆ ಜಿಲ್ಲಾ ಅಧ್ಯಕ್ಷರು ಸುರೇಶ ಸತ್ತಿಗೇರಿ, ಬೆಂಗಳೂರು, ಅಧ್ಯಕ್ಷೆ ರೇಣುಕಾ ಕಡಂ,ಬೆಳಗಾವಿ ಜಿಲ್ಲಾ ಅಧ್ಯಕ್ಷರು, ಇನ್ನು ಅನೇಕ ಕ್ಷೇತ್ರದ ಸಾಧಕರುಗಳು ಶುಭಕೋರಿದರು. ಮಧ್ಯಾಹ್ನ ಮಹಾಂತೇಶ ಕಲಲ ಸ್ವಾಗತಿಸಿ ಕಾರ್ಯಕ್ರಮ ನಿರೂಪಿಸಿದರು. ವೇದಿಕೆ ಮೇಲಿರುವ ಅತಿಥಿಗಳು ಸಾಧಕರಿಗೆ ಪ್ರಶಸ್ತಿ ಪ್ರದಾನ ಮಾಡಿ, ಗೌರವಿಸಲಾಯಿತು. ಹಾಗೂ ಶಿಕ್ಷಣ ಕ್ಷೇತ್ರದಲ್ಲಿ ಸಾಧನೆ ಮಾಡಿದವರಿಗೆ ಹಾಗೂ ಸಾಧಕರಿಗೆ ಶುಭಾಶಯ ಕೋರಿ ಕಾರ್ಯಕ್ರಮಕ್ಕೆ ವಂದಿಸಲಾಯಿತು. <box>646 1576 865 1812</box>
body-text: ಮತ್ತು ಆಶೀರ್ವಾದ ದೊಂದಿಗೆ ಈ ಕಾರ್ಯಕ್ರಮ ಜರುಗಿತು ಮುಖ್ಯ ಅತಿಥಿಗಳಾಗಿ ಮಾಜಿ ಜಿಲ್ಲಾ ಪಂಚಾಯತಿ ಸದಸ್ಯರಾದ ಶ್ರೀ. ಗುರುನಗೌಡ ಡಾ. ರವಿ ಶ್ರೀ. ಬೇಂದ್ರೆ, ಸುರೇಶ ಸತ್ತಿ ಪ್ರಕಾಶ ಮತ್ತು <box>267 1813 444 1908</box>
article-school-col2b <box>444 978 646 1119</box>
body-text: ಪಟ್ಟಣದಲ್ಲಿ ೧೯೬೭ರ ದಶಕದಲ್ಲಿ ಸ್ಥಾಪನೆಯಾದ ಶಿವಾನಂದ ಮಹಾವಿದ್ಯಾಲಯ ಶಿಕ್ಷಣ ಕ್ಷೇತ್ರಕ್ಕೆ ಅಪಾರ ಕೊಡುಗೆ ನೀಡಿ, ವಿದ್ಯಾರ್ಥಿಗಳಿಗೆ ಸರ್ವಾಂಗೀಣ ಅಭಿವೃದ್ಧಿಗೆ ಪೂರಕವಾಗಿ ಶಿಕ್ಷಣ ನೀಡುವ ಜೊತೆಗೆ ಸಂಸ್ಕಾರ ನಿರ್ಮಿಸಿರುವುದು ಶ್ಲಾಘನೀಯ ಎಂದು ತಿಳಿಸಿದ್ದರು. ವಿದ್ಯಾರ್ಥಿಗಳು ಜೀವನದಲ್ಲಿ ಯಶಸ್ವಿಯಾಗಲು ಆತ್ಮವಿಶ್ವಾಸ ಮತ್ತು ಪರಿಶ್ರಮದ ಜೊತೆಗೆ ತಂದೆ-ತಾಯಿ ಮತ್ತು ಗುರುಗಳ ಆಶೀರ್ವಾದ ಪಡೆದು ಹೊಂದಿರಬೇಕೆಂದು ವಿದ್ಯಾರ್ಥಿಗಳಿಗೆ <box>883 412 1084 587</box>
article-knowledge-col3 <box>1096 409 1301 570</box>
article-knowledge-col4 <box>1312 196 1523 478</box>
pull-quote <box>1312 1002 1523 1316</box>
article-youth <box>877 1653 1523 1730</box>
logo-sub-en: Bharat Vaibhav Daily <box>28 85 183 100</box>
dateline: ಗುರುಮಠಕಲ್: <box>877 758 940 772</box>
headline: ಹಟ್ಟಿ ಚಿನ್ನದ ಗಣಿಯಲ್ಲಿ ಇಂದಿರಾ ಕ್ಯಾಂಟೀನ್ ಉದ್ಘಾಟನೆ <box>18 1981 595 2020</box>
divider <box>18 1518 865 1520</box>
article-award <box>18 1524 865 1564</box>
banner-text: SHIVANANDA COLLEGE, KAGWAD <box>1001 245 1179 258</box>
article-temple <box>18 132 649 228</box>
news-photo-award <box>267 1570 634 1805</box>
dateline: ಕಾಗವಾಡ: <box>664 219 706 233</box>
issue-label: ಪುಟ ಸಂಖ್ಯೆ ೬ <box>394 29 468 47</box>
body-text: ಮೈತ್ರಾದೇವಿ ವಸ್ತ್ರದ,ಎಸ್‌ಡಿಎಂಸಿ ಅಧ್ಯಕ್ಷರಾದ ಚಂದ್ರು ಜಂಬ್ರ (ಪೂಜೇರಿ). ಸದಸ್ಯರು ಮತ್ತು ಸರ್ಕಾರಿ ಪ್ರೌಢಶಾಲಾ ಸಹಶಿಕ್ಷಕರ ಸಂಘದ ತಾಲೂಕು ಘಟಕದ ಅಧ್ಯಕ್ಷರಾದ ಮಂಜುನಾಥ ಕಾಜಗಾರ,ಶಾಸಕರ ಮಾದರಿ ಶಾಲೆಯ ಮುಖ್ಯೋಪಾಧ್ಯಾಯರಾದ ಮಂಜುನಾಥ ಕಮ್ಮಾರ,ಶಂಕರ <box>237 981 433 1116</box>
news-photo-canteen <box>308 2030 865 2249</box>
article-knowledge-col2 <box>883 409 1084 590</box>
article-canteen-col3 <box>590 2255 865 2315</box>
headline: ಯುವ ಬ್ಲಾಕ್ ಕಾಂಗ್ರೆಸ್‌ನಿಂದ ಉಚಿತ ಆರೋಗ್ಯ ತಪಾಸಣಾ ಶಿಬಿರ; ಸಾರ್ವಜನಿಕರಿಂದ ಪ್ರಶಂಸೆ <box>910 1653 1490 1729</box>
